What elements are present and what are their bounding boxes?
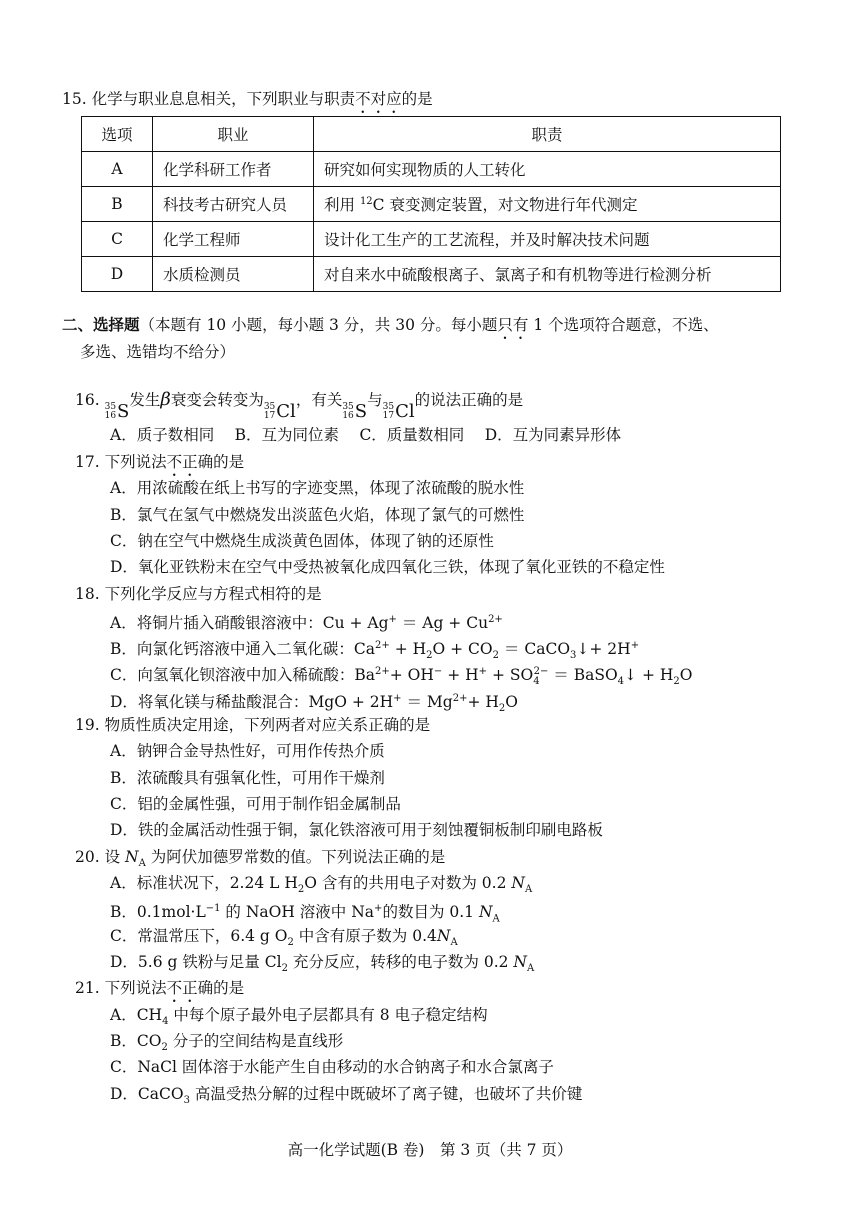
q17-number: 17. xyxy=(75,453,100,471)
section-heading: 二、选择题（本题有 10 小题，每小题 3 分，共 30 分。每小题只有 1 个选项符合题意，不选、 xyxy=(62,315,719,334)
q18-option-c: C．向氢氧化钡溶液中加入稀硫酸：$Ba^{2+}+ OH^- + H^+ + SO_4^{2-}$ ＝ BaSO$_4$↓ + $H_2O$ xyxy=(110,666,693,688)
nuclide-cl35: 35 17 Cl xyxy=(382,401,415,422)
q19-number: 19. xyxy=(75,716,100,734)
q17-option-b: B．氯气在氢气中燃烧发出淡蓝色火焰，体现了氯气的可燃性 xyxy=(110,506,525,524)
q17-option-c: C．钠在空气中燃烧生成淡黄色固体，体现了钠的还原性 xyxy=(110,532,494,550)
section-desc-line2: 多选、选错均不给分） xyxy=(80,343,236,361)
q19-option-a: A．钠钾合金导热性好，可用作传热介质 xyxy=(110,742,385,760)
nuclide-s35: 35 16 S xyxy=(342,401,368,422)
equation-c: $Ba^{2+}+ OH^- + H^+ + SO_4^{2-}$ ＝ BaSO$_4$↓ + $H_2O$ xyxy=(354,666,693,688)
equation-d: MgO + $2H^+ = Mg^{2+}+ H_2O$ xyxy=(308,693,518,715)
q15-stem: 15. 化学与职业息息相关，下列职业与职责不对应的是 xyxy=(62,90,433,108)
q19-option-c: C．铝的金属性强，可用于制作铝金属制品 xyxy=(110,795,401,813)
q20-option-c: C．常温常压下，6.4 g $O_2$ 中含有原子数为 $0.4N_A$ xyxy=(110,927,458,949)
table-row: B 科技考古研究人员 利用 $^{12}$C 衰变测定装置，对文物进行年代测定 xyxy=(82,187,781,222)
header-duty: 职责 xyxy=(314,117,781,152)
q17-option-d: D．氧化亚铁粉末在空气中受热被氧化成四氧化三铁，体现了氧化亚铁的不稳定性 xyxy=(110,558,665,576)
q17-stem: 17. 下列说法不正确的是 xyxy=(75,453,245,471)
table-row: D 水质检测员 对自来水中硫酸根离子、氯离子和有机物等进行检测分析 xyxy=(82,257,781,292)
q20-stem: 20. 设 $N_A$ 为阿伏加德罗常数的值。下列说法正确的是 xyxy=(75,848,446,870)
q16-stem: 16. 35 16 S 发生β衰变会转变为 35 17 Cl ，有关 35 16 S 与 35 17 Cl 的说法正确的是 xyxy=(75,389,524,422)
nuclide-cl35: 35 17 Cl xyxy=(263,401,296,422)
table-header-row xyxy=(82,117,781,152)
q21-option-c: C．NaCl 固体溶于水能产生自由移动的水合钠离子和水合氯离子 xyxy=(110,1058,554,1076)
q19-stem: 19. 物质性质决定用途，下列两者对应关系正确的是 xyxy=(75,716,431,734)
q16-number: 16. xyxy=(75,391,100,409)
q20-option-d: D．5.6 g 铁粉与足量 $Cl_2$ 充分反应，转移的电子数为 0.2 $N_A$ xyxy=(110,953,535,975)
beta-symbol: β xyxy=(160,389,171,410)
q20-option-a: A．标准状况下，2.24 L $H_2O$ 含有的共用电子对数为 0.2 $N_A$ xyxy=(110,874,533,896)
equation-a: $Cu + Ag^+ = Ag + Cu^{2+}$ xyxy=(322,614,503,633)
q15-table xyxy=(81,116,781,292)
section-title: 二、选择题 xyxy=(62,315,140,334)
q18-option-b: B．向氯化钙溶液中通入二氧化碳：$Ca^{2+} + H_2O + CO_2$ ＝ CaCO$_3$↓+ 2H+ xyxy=(110,640,640,662)
q18-option-a: A．将铜片插入硝酸银溶液中：$Cu + Ag^+ = Ag + Cu^{2+}$ xyxy=(110,614,503,633)
table-row: C 化学工程师 设计化工生产的工艺流程，并及时解决技术问题 xyxy=(82,222,781,257)
q18-stem: 18. 下列化学反应与方程式相符的是 xyxy=(75,585,322,603)
q21-option-b: B．$CO_2$ 分子的空间结构是直线形 xyxy=(110,1032,344,1054)
header-option: 选项 xyxy=(82,117,153,152)
table-row: A 化学科研工作者 研究如何实现物质的人工转化 xyxy=(82,152,781,187)
q19-option-b: B．浓硫酸具有强氧化性，可用作干燥剂 xyxy=(110,769,385,787)
q16-options: A．质子数相同 B．互为同位素 C．质量数相同 D．互为同素异形体 xyxy=(110,426,622,444)
q21-stem: 21. 下列说法不正确的是 xyxy=(75,979,245,997)
header-job: 职业 xyxy=(153,117,314,152)
q21-option-a: A．$CH_4$ 中每个原子最外电子层都具有 8 电子稳定结构 xyxy=(110,1006,488,1028)
page-footer: 高一化学试题(B 卷) 第 3 页（共 7 页） xyxy=(287,1141,573,1159)
nuclide-s35: 35 16 S xyxy=(104,401,130,422)
q20-option-b: B．$0.1mol\cdot L^{-1}$ 的 NaOH 溶液中 Na+的数目为 0.1 $N_A$ xyxy=(110,903,500,925)
q17-option-a: A．用浓硫酸在纸上书写的字迹变黑，体现了浓硫酸的脱水性 xyxy=(110,479,525,497)
q21-option-d: D．CaCO$_3$ 高温受热分解的过程中既破坏了离子键，也破坏了共价键 xyxy=(110,1085,583,1107)
q18-number: 18. xyxy=(75,585,100,603)
q18-option-d: D．将氧化镁与稀盐酸混合：MgO + $2H^+ = Mg^{2+}+ H_2O$ xyxy=(110,693,518,715)
q21-number: 21. xyxy=(75,979,100,997)
q20-number: 20. xyxy=(75,848,100,866)
equation-b: $Ca^{2+} + H_2O + CO_2$ ＝ CaCO$_3$↓+ 2H+ xyxy=(353,640,640,662)
q19-option-d: D．铁的金属活动性强于铜，氯化铁溶液可用于刻蚀覆铜板制印刷电路板 xyxy=(110,821,603,839)
q15-number: 15. xyxy=(62,90,87,108)
